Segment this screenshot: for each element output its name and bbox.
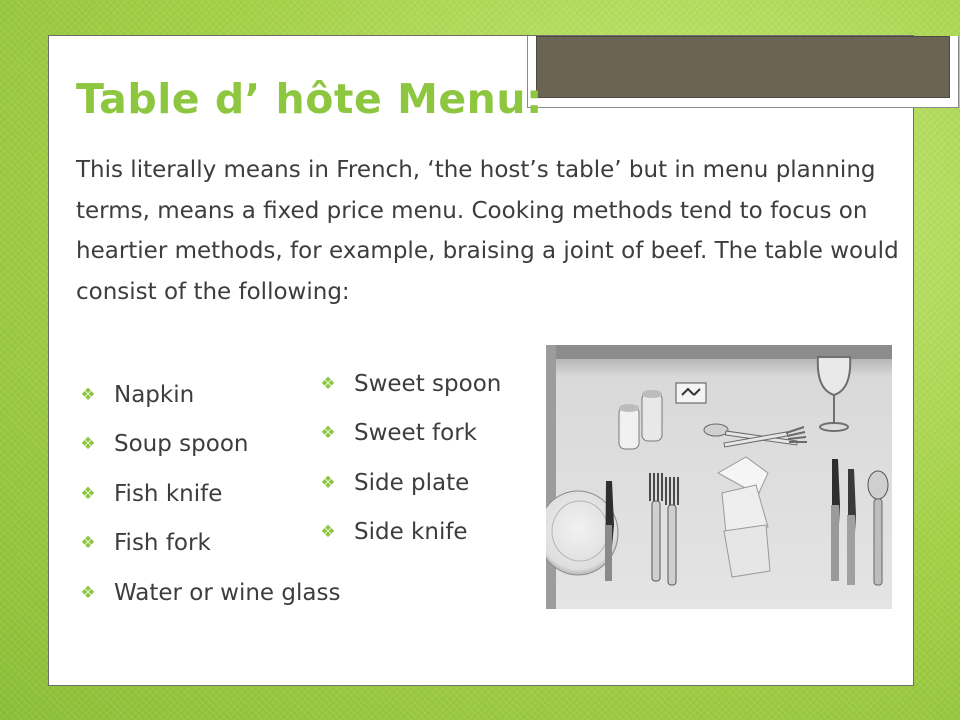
photo-left-shadow bbox=[546, 345, 556, 609]
bullet-text: Napkin bbox=[114, 381, 195, 408]
knife-shape-2 bbox=[847, 469, 856, 585]
title-tab bbox=[527, 36, 959, 108]
slide-body-text: This literally means in French, ‘the host’s table’ but in menu planning terms, means a fixed price menu. Cooking methods tend to focus on heartier methods, for example, braising a joint of beef. The table would consist of the following: bbox=[76, 157, 899, 305]
bullet-text: Side plate bbox=[354, 469, 470, 496]
bullet-item bbox=[318, 508, 501, 558]
bullet-item bbox=[78, 420, 340, 470]
diamond-bullet-icon: ❖ bbox=[320, 472, 336, 493]
bullet-item bbox=[78, 568, 340, 618]
bullet-text: Soup spoon bbox=[114, 431, 249, 458]
bullet-text: Sweet spoon bbox=[354, 370, 502, 397]
bullet-text: Sweet fork bbox=[354, 420, 477, 447]
bullet-text: Side knife bbox=[354, 519, 468, 546]
table-setting-illustration bbox=[546, 345, 892, 609]
diamond-bullet-icon: ❖ bbox=[80, 483, 96, 504]
diamond-bullet-icon: ❖ bbox=[320, 522, 336, 543]
bullet-text: Fish knife bbox=[114, 480, 223, 507]
diamond-bullet-icon: ❖ bbox=[320, 373, 336, 394]
slide-title: Table d’ hôte Menu: bbox=[76, 75, 543, 123]
diamond-bullet-icon: ❖ bbox=[80, 384, 96, 405]
bullet-item bbox=[78, 469, 340, 519]
table-setting-photo bbox=[546, 345, 892, 609]
bullet-list-right bbox=[318, 359, 501, 557]
diamond-bullet-icon: ❖ bbox=[80, 434, 96, 455]
bullet-text: Water or wine glass bbox=[114, 579, 341, 606]
title-tab-frame bbox=[527, 36, 959, 108]
bullet-text: Fish fork bbox=[114, 530, 211, 557]
fish-knife-shape bbox=[831, 459, 840, 581]
diamond-bullet-icon: ❖ bbox=[80, 582, 96, 603]
bullet-item bbox=[318, 359, 501, 409]
bullet-item bbox=[78, 370, 340, 420]
table-number-card bbox=[676, 383, 706, 403]
bullet-item bbox=[318, 409, 501, 459]
bullet-item bbox=[318, 458, 501, 508]
bullet-item bbox=[78, 519, 340, 569]
bullet-list-left bbox=[78, 370, 340, 618]
diamond-bullet-icon: ❖ bbox=[320, 423, 336, 444]
diamond-bullet-icon: ❖ bbox=[80, 533, 96, 554]
